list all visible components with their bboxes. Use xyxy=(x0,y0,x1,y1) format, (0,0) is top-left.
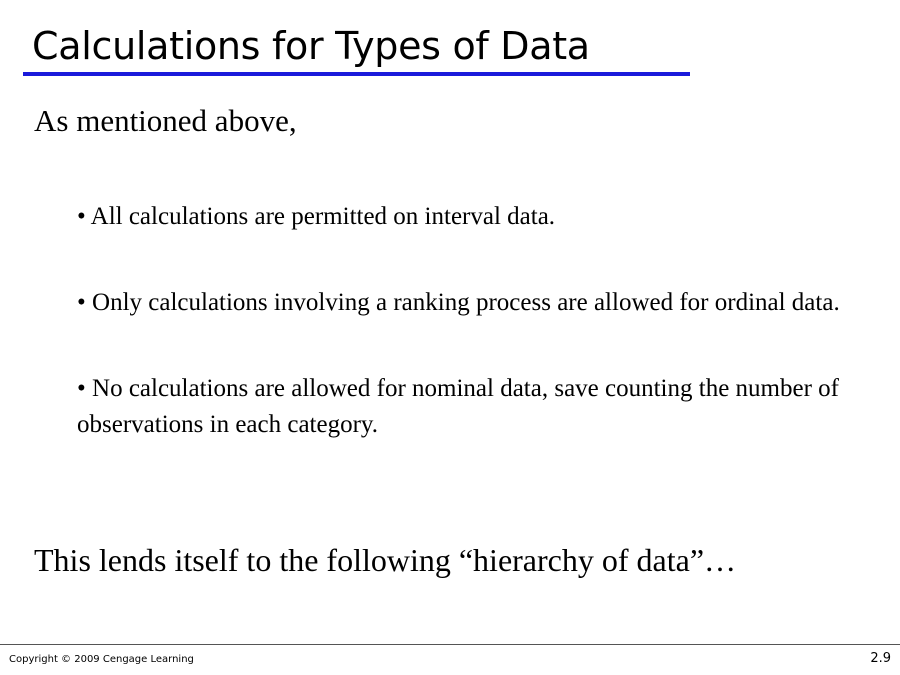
bullet-item-interval xyxy=(77,199,877,235)
conclusion-text: This lends itself to the following “hierarchy of data”… xyxy=(34,542,737,578)
bullet-marker: • xyxy=(77,289,86,316)
bullet-text: Only calculations involving a ranking process are allowed for ordinal data. xyxy=(92,289,840,316)
bullet-text: All calculations are permitted on interval data. xyxy=(90,203,556,230)
bullet-list xyxy=(77,199,877,493)
bullet-text: No calculations are allowed for nominal data, save counting the number of observations in each category. xyxy=(77,375,839,438)
copyright-notice: Copyright © 2009 Cengage Learning xyxy=(9,654,194,665)
footer-divider xyxy=(0,644,900,645)
title-underline xyxy=(23,72,690,76)
slide-title: Calculations for Types of Data xyxy=(32,24,590,68)
intro-text: As mentioned above, xyxy=(34,103,297,138)
bullet-marker: • xyxy=(77,203,86,230)
bullet-marker: • xyxy=(77,375,86,402)
bullet-item-nominal xyxy=(77,371,877,443)
bullet-item-ordinal xyxy=(77,285,877,321)
slide-number: 2.9 xyxy=(870,651,891,666)
